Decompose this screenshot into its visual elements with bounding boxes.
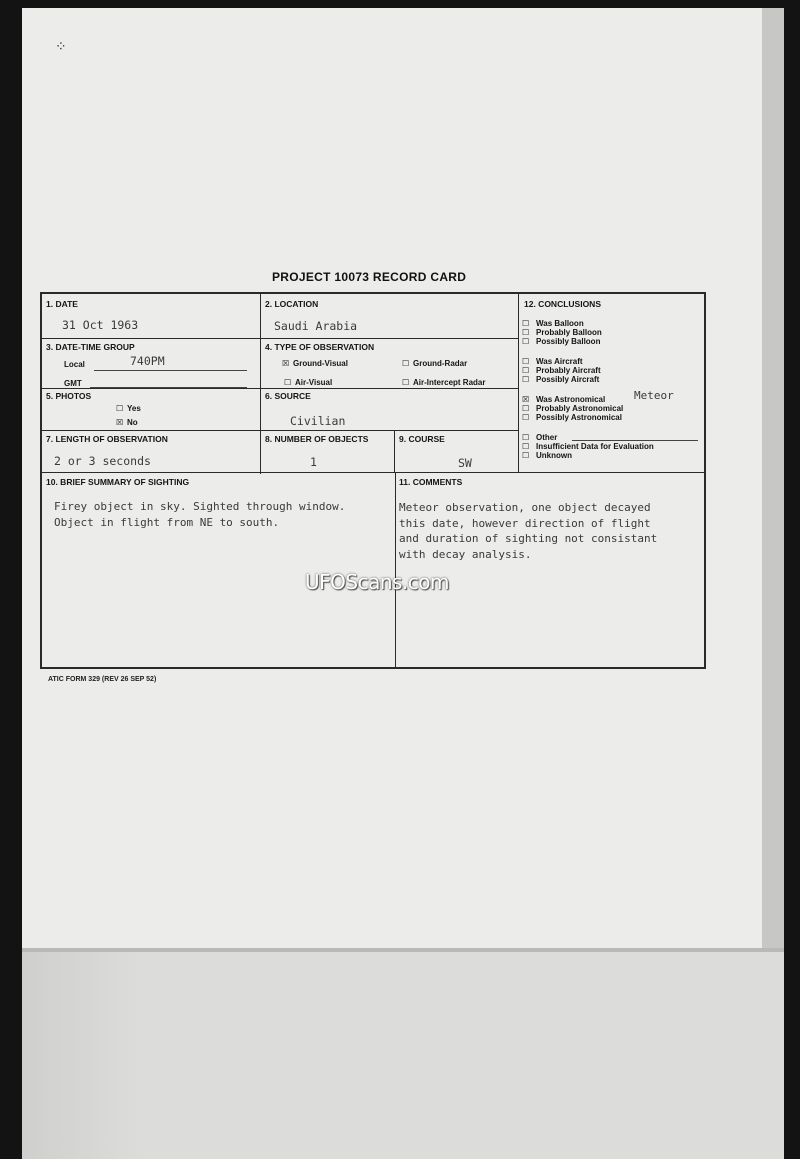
conclusions-group-other: ☐ Other ☐ Insufficient Data for Evaluation ☐ Unknown	[522, 433, 654, 460]
astronomical-note: Meteor	[634, 389, 674, 402]
dtg-gmt-label: GMT	[64, 379, 82, 388]
punch-mark-icon: ⁘	[55, 38, 67, 54]
objects-value: 1	[310, 455, 317, 469]
conclusions-group-astronomical: ☒ Was Astronomical ☐ Probably Astronomical ☐ Possibly Astronomical	[522, 395, 624, 422]
photos-option: ☐ Yes	[116, 404, 141, 413]
watermark: UFOScans.com	[305, 570, 449, 594]
record-card	[40, 292, 706, 669]
dtg-local-value: 740PM	[130, 354, 165, 368]
conclusions-group-balloon: ☐ Was Balloon ☐ Probably Balloon ☐ Possibly Balloon	[522, 319, 602, 346]
dtg-local-label: Local	[64, 360, 85, 369]
conclusions-label: 12. CONCLUSIONS	[524, 299, 601, 309]
page-edge	[762, 8, 784, 948]
comments-label: 11. COMMENTS	[399, 477, 463, 487]
type-obs-option: ☐ Air-Intercept Radar	[402, 378, 486, 387]
card-title: PROJECT 10073 RECORD CARD	[272, 270, 467, 284]
date-value: 31 Oct 1963	[62, 318, 139, 332]
type-obs-option: ☒ Ground-Visual	[282, 359, 348, 368]
course-value: SW	[458, 456, 472, 470]
photos-option: ☒ No	[116, 418, 138, 427]
source-label: 6. SOURCE	[265, 391, 311, 401]
dtg-label: 3. DATE-TIME GROUP	[46, 342, 135, 352]
summary-text: Firey object in sky. Sighted through window. Object in flight from NE to south.	[54, 500, 346, 529]
summary-label: 10. BRIEF SUMMARY OF SIGHTING	[46, 477, 190, 487]
objects-label: 8. NUMBER OF OBJECTS	[265, 434, 369, 444]
type-obs-label: 4. TYPE OF OBSERVATION	[265, 342, 375, 352]
length-label: 7. LENGTH OF OBSERVATION	[46, 434, 168, 444]
form-number: ATIC FORM 329 (REV 26 SEP 52)	[48, 676, 157, 683]
source-value: Civilian	[290, 414, 346, 428]
page-shadow	[22, 952, 142, 1159]
type-obs-option: ☐ Air-Visual	[284, 378, 333, 387]
comments-text: Meteor observation, one object decayed this date, however direction of flight and duration of sighting not consistant with decay analysis.	[399, 501, 658, 561]
date-label: 1. DATE	[46, 299, 78, 309]
location-value: Saudi Arabia	[274, 319, 358, 333]
length-value: 2 or 3 seconds	[54, 454, 151, 468]
type-obs-option: ☐ Ground-Radar	[402, 359, 468, 368]
conclusions-group-aircraft: ☐ Was Aircraft ☐ Probably Aircraft ☐ Possibly Aircraft	[522, 357, 601, 384]
underlying-page	[22, 948, 784, 1159]
course-label: 9. COURSE	[399, 434, 445, 444]
location-label: 2. LOCATION	[265, 299, 319, 309]
photos-label: 5. PHOTOS	[46, 391, 92, 401]
